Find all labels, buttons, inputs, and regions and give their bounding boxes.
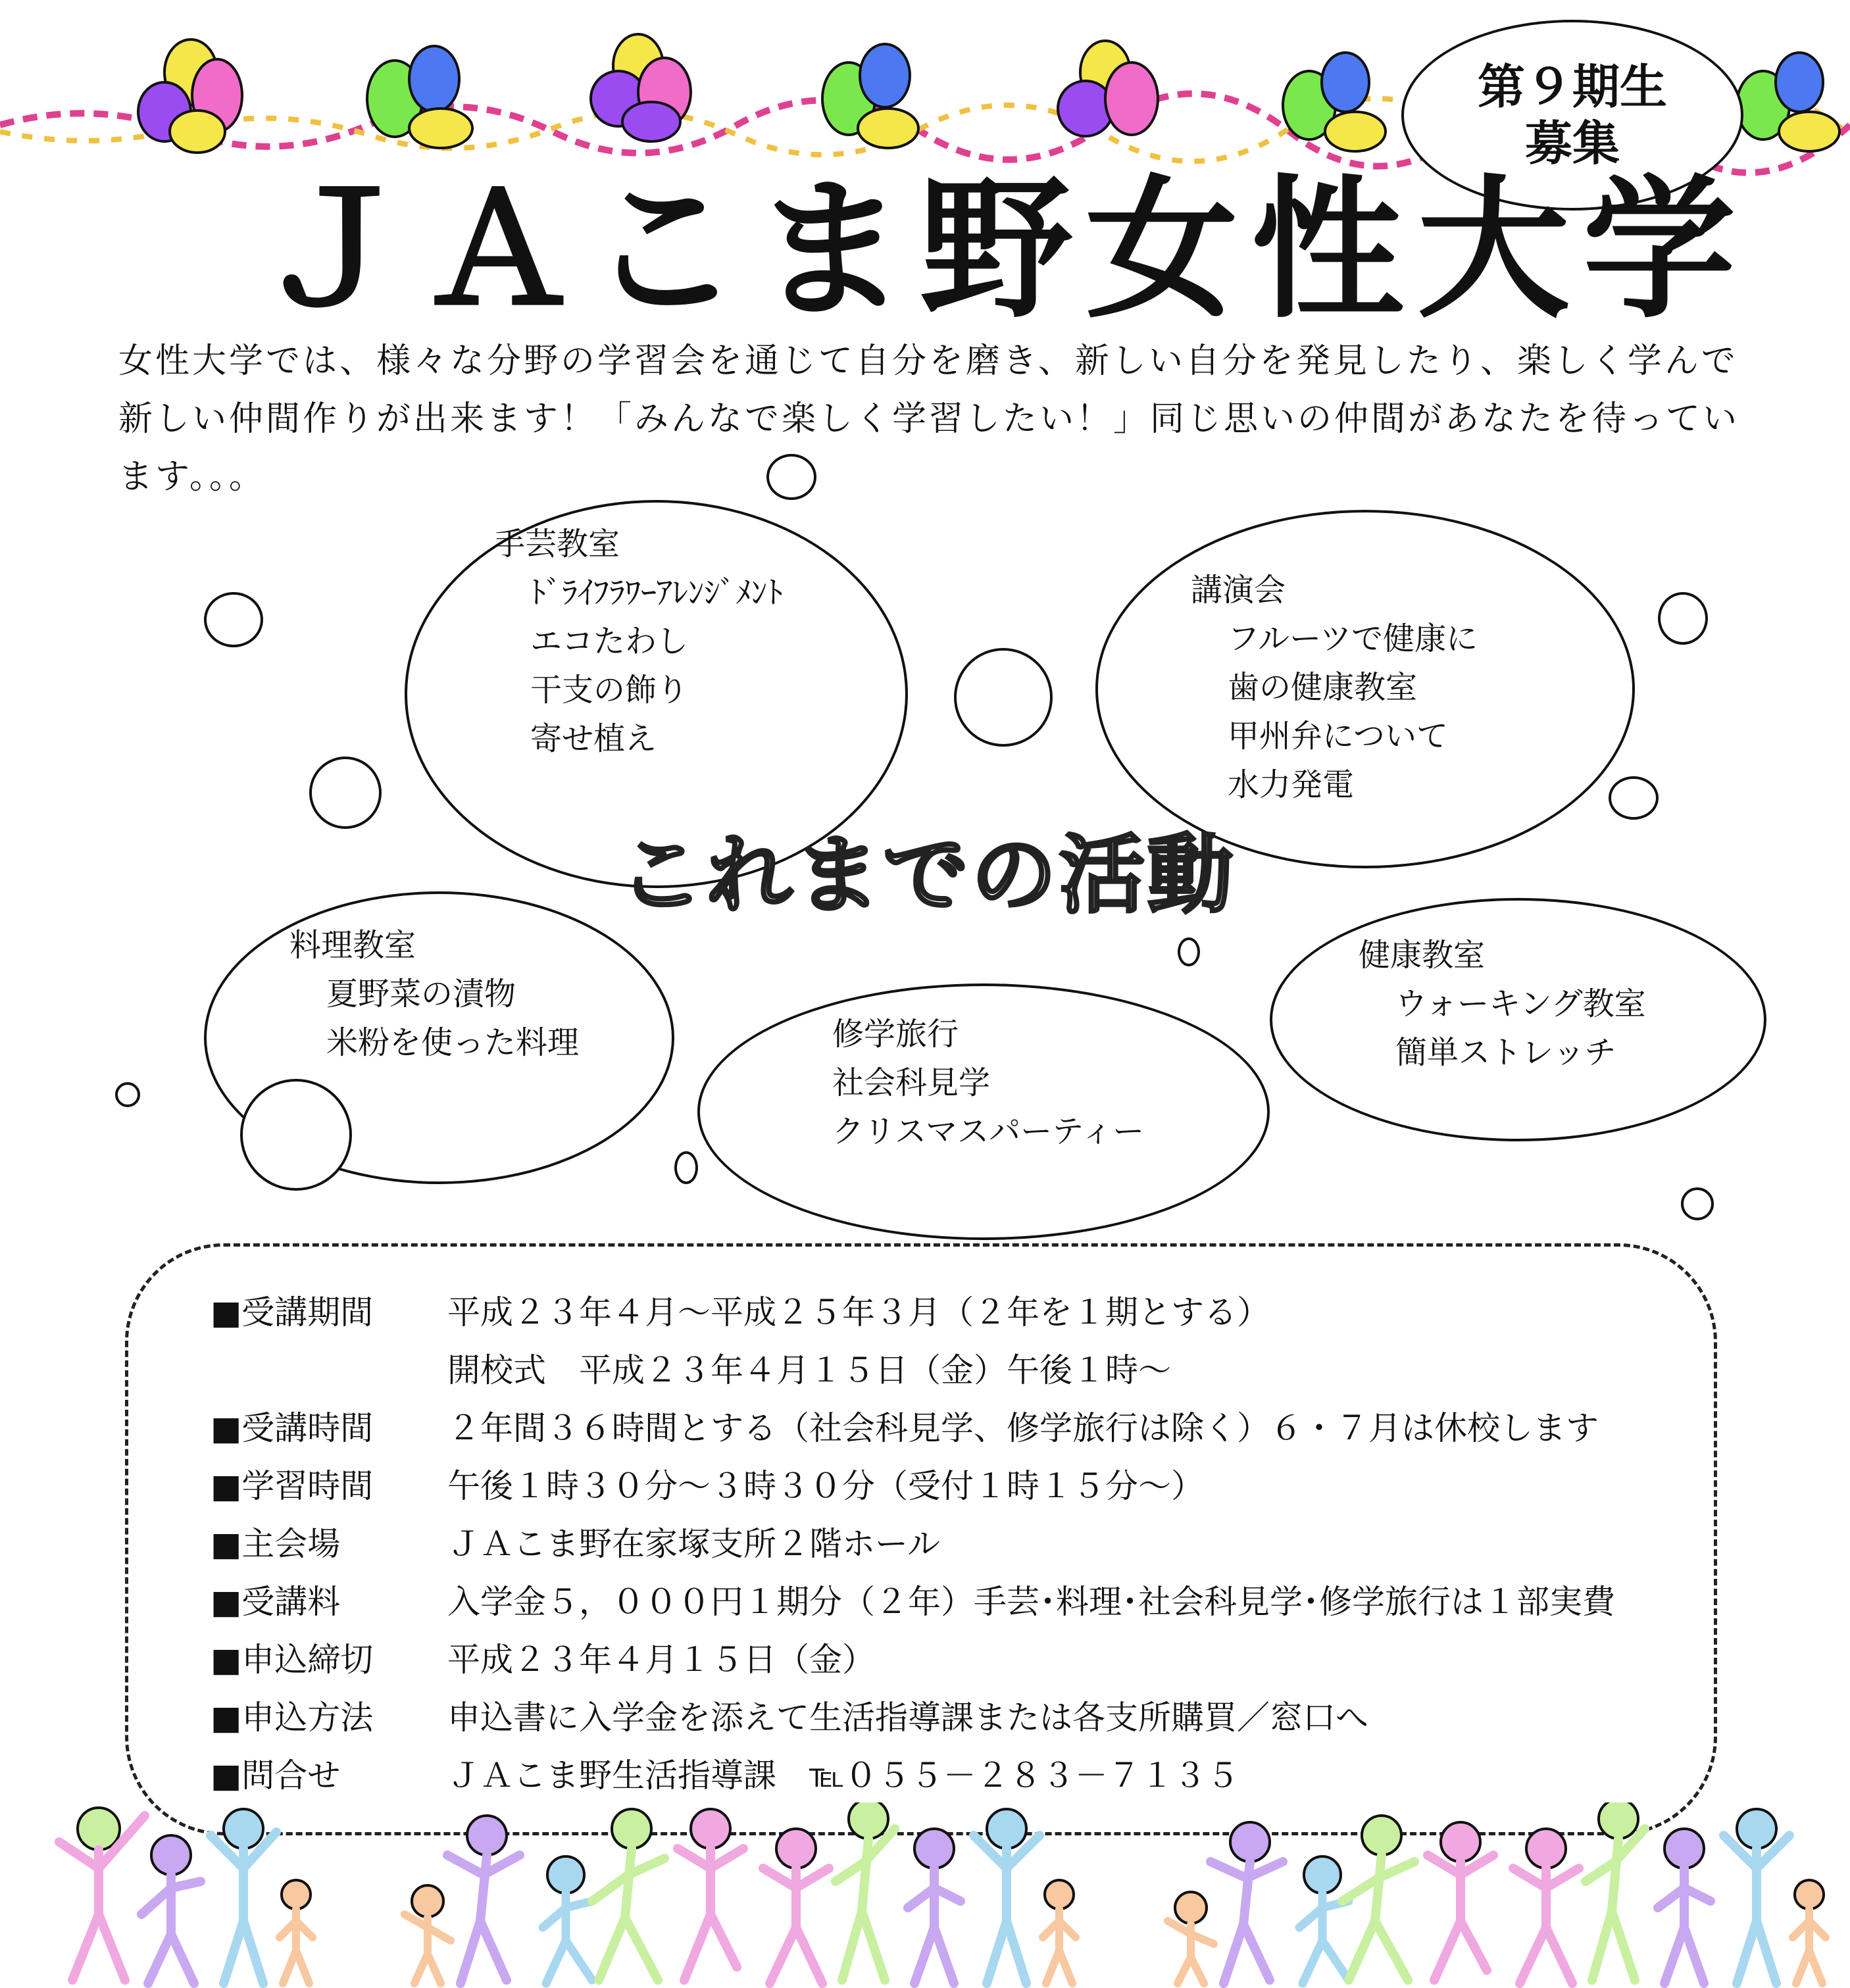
info-value: 平成２３年４月１５日（金） bbox=[447, 1641, 875, 1679]
bubble-dot bbox=[1681, 1187, 1714, 1220]
page-title: ＪＡこま野女性大学 bbox=[257, 161, 1749, 339]
lecture-item: 甲州弁について bbox=[1228, 718, 1449, 755]
bubble-dot bbox=[1658, 592, 1708, 645]
bubble-dot bbox=[115, 1082, 140, 1107]
lecture-item: 歯の健康教室 bbox=[1228, 669, 1418, 706]
info-label: ■学習時間 bbox=[211, 1467, 374, 1505]
info-value: 入学金５，０００円１期分（２年）手芸･料理･社会科見学･修学旅行は１部実費 bbox=[447, 1583, 1615, 1621]
handicraft-item: ﾄﾞﾗｲﾌﾗﾜｰｱﾚﾝｼﾞﾒﾝﾄ bbox=[530, 574, 784, 611]
handicraft-item: 干支の飾り bbox=[530, 672, 689, 708]
info-value: 開校式 平成２３年４月１５日（金）午後１時～ bbox=[447, 1351, 1171, 1389]
bubble-dot bbox=[1609, 776, 1659, 820]
bubble-dot bbox=[766, 454, 816, 500]
info-label: ■受講期間 bbox=[211, 1293, 374, 1331]
info-value: ＪＡこま野在家塚支所２階ホール bbox=[447, 1525, 940, 1563]
trip-item: クリスマスパーティー bbox=[832, 1113, 1145, 1150]
trip-list bbox=[832, 1010, 1144, 1156]
health-item: 簡単ストレッチ bbox=[1395, 1034, 1616, 1071]
bubble-dot bbox=[1178, 937, 1200, 966]
bubble-dot bbox=[954, 648, 1053, 747]
lecture-item: フルーツで健康に bbox=[1228, 620, 1478, 657]
badge-line-2: 募集 bbox=[1524, 116, 1620, 171]
health-list bbox=[1359, 931, 1646, 1077]
trip-heading: 修学旅行 bbox=[832, 1016, 959, 1053]
lecture-item: 水力発電 bbox=[1228, 766, 1355, 803]
info-label: ■受講時間 bbox=[211, 1409, 374, 1447]
people-illustration bbox=[0, 1802, 1850, 1988]
info-value: ２年間３６時間とする（社会科見学、修学旅行は除く）６・７月は休校します bbox=[447, 1409, 1599, 1447]
bubble-dot bbox=[309, 757, 382, 829]
info-value: 平成２３年４月～平成２５年３月（２年を１期とする） bbox=[447, 1293, 1270, 1331]
info-label: ■申込締切 bbox=[211, 1641, 374, 1679]
lecture-heading: 講演会 bbox=[1191, 572, 1286, 609]
bubble-dot bbox=[674, 1151, 698, 1184]
intro-text: 女性大学では、様々な分野の学習会を通じて自分を磨き、新しい自分を発見したり、楽しく学んで新しい仲間作りが出来ます！「みんなで楽しく学習したい！」同じ思いの仲間があなたを待っています。。。 bbox=[118, 341, 1740, 497]
cooking-heading: 料理教室 bbox=[289, 927, 416, 964]
info-value: 午後１時３０分～３時３０分（受付１時１５分～） bbox=[447, 1467, 1204, 1505]
health-heading: 健康教室 bbox=[1359, 937, 1486, 974]
cooking-list bbox=[289, 921, 579, 1067]
lecture-list bbox=[1191, 566, 1478, 809]
handicraft-heading: 手芸教室 bbox=[493, 526, 620, 562]
info-label: ■問合せ bbox=[211, 1756, 341, 1795]
handicraft-item: エコたわし bbox=[530, 623, 689, 660]
health-item: ウォーキング教室 bbox=[1395, 985, 1646, 1022]
info-value: 申込書に入学金を添えて生活指導課または各支所購買／窓口へ bbox=[447, 1699, 1368, 1737]
info-value: ＪＡこま野生活指導課 ℡０５５－２８３－７１３５ bbox=[447, 1756, 1239, 1795]
bubble-dot-large bbox=[240, 1079, 352, 1191]
activities-title: これまでの活動 bbox=[618, 825, 1236, 925]
handicraft-list bbox=[493, 520, 783, 763]
info-label: ■受講料 bbox=[211, 1583, 341, 1621]
cooking-item: 夏野菜の漬物 bbox=[326, 976, 516, 1012]
badge-line-1: 第９期生 bbox=[1477, 59, 1667, 114]
info-label: ■主会場 bbox=[211, 1525, 341, 1563]
cooking-item: 米粉を使った料理 bbox=[326, 1024, 580, 1061]
handicraft-item: 寄せ植え bbox=[530, 720, 657, 757]
trip-item: 社会科見学 bbox=[832, 1064, 991, 1101]
info-label: ■申込方法 bbox=[211, 1699, 374, 1737]
bubble-dot bbox=[204, 592, 263, 647]
